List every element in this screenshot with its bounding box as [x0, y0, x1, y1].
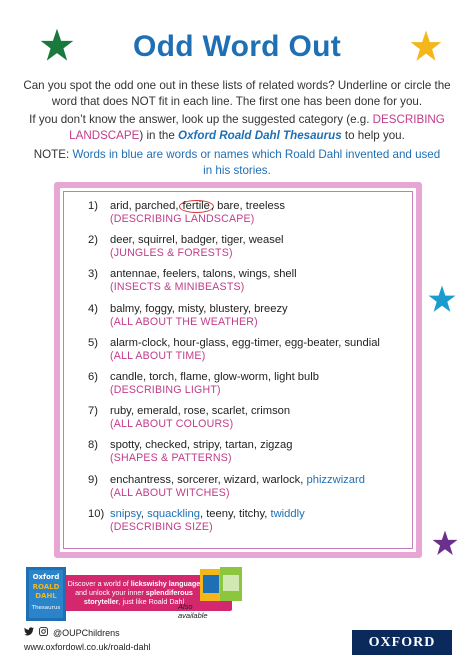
- word-separator: ,: [300, 473, 307, 486]
- word-separator: ,: [232, 507, 239, 520]
- word-group: [110, 404, 290, 418]
- intro-help-text: If you don’t know the answer, look up the suggested category (e.g.: [29, 113, 373, 126]
- word[interactable]: titchy: [238, 507, 265, 520]
- word-separator: ,: [242, 234, 249, 247]
- word-separator: ,: [203, 302, 210, 315]
- page-title: Odd Word Out: [132, 30, 341, 63]
- promo-text-bold: splendiferous storyteller: [83, 588, 193, 606]
- item-category: (SHAPES & PATTERNS): [110, 452, 232, 465]
- item-category: (ALL ABOUT THE WEATHER): [110, 315, 258, 328]
- word-group: [110, 302, 288, 316]
- word-separator: ,: [256, 473, 263, 486]
- word-separator: ,: [278, 336, 285, 349]
- word[interactable]: misty: [178, 302, 204, 315]
- word[interactable]: hour-glass: [173, 336, 226, 349]
- word-separator: ,: [140, 507, 148, 520]
- word-list-item: [88, 267, 408, 301]
- word[interactable]: balmy: [110, 302, 140, 315]
- item-category: (DESCRIBING LIGHT): [110, 383, 221, 396]
- word-separator: ,: [139, 439, 146, 452]
- word[interactable]: shell: [273, 268, 297, 281]
- item-number: 1): [88, 200, 98, 212]
- word[interactable]: snipsy: [110, 507, 141, 520]
- word[interactable]: treeless: [245, 200, 285, 212]
- word[interactable]: wings: [238, 268, 268, 281]
- word-separator: ,: [247, 302, 255, 315]
- word[interactable]: zigzag: [260, 439, 293, 452]
- social-handle[interactable]: @OUPChildrens: [53, 627, 120, 638]
- word[interactable]: warlock: [262, 473, 301, 486]
- website-link[interactable]: www.oxfordowl.co.uk/roald-dahl: [24, 642, 151, 652]
- word-separator: ,: [186, 439, 194, 452]
- word-separator: ,: [167, 336, 174, 349]
- oxford-logo: OXFORD: [352, 630, 452, 655]
- twitter-icon[interactable]: [24, 627, 34, 638]
- intro-help-text: ) in the: [139, 128, 179, 142]
- item-number: 4): [88, 302, 98, 315]
- word-separator: ,: [205, 405, 212, 418]
- word-separator: ,: [199, 507, 207, 520]
- word-list-item: [88, 473, 408, 507]
- word-separator: ,: [174, 370, 181, 383]
- note: [30, 147, 444, 178]
- intro-help-text: to help you.: [341, 128, 405, 142]
- thesaurus-cover: [26, 567, 66, 626]
- social-links: [24, 627, 120, 638]
- note-label: NOTE:: [33, 148, 73, 161]
- word[interactable]: wizard: [223, 473, 257, 486]
- word-group: [110, 507, 305, 521]
- other-book-cover-1: [200, 569, 222, 606]
- cover-word: ROALD: [32, 583, 60, 591]
- item-category: (INSECTS & MINIBEASTS): [110, 281, 245, 294]
- word-separator: ,: [264, 507, 271, 520]
- word-row: [88, 370, 408, 384]
- word[interactable]: parched: [134, 200, 176, 212]
- word-list-item: [88, 507, 408, 541]
- word[interactable]: twiddly: [270, 507, 305, 520]
- word-separator: ,: [244, 405, 251, 418]
- word[interactable]: deer: [110, 234, 132, 247]
- word[interactable]: teeny: [206, 507, 233, 520]
- word[interactable]: breezy: [254, 302, 288, 315]
- note-text: Words in blue are words or names which Roald Dahl invented and used in his stories.: [72, 148, 441, 177]
- word-separator: ,: [267, 370, 275, 383]
- word[interactable]: weasel: [248, 234, 284, 247]
- word-group: [110, 336, 380, 350]
- word[interactable]: badger: [180, 234, 216, 247]
- word[interactable]: tiger: [221, 234, 243, 247]
- word-row: [88, 507, 408, 521]
- thesaurus-title: Oxford Roald Dahl Thesaurus: [178, 128, 342, 142]
- word-separator: ,: [207, 370, 214, 383]
- word-separator: ,: [174, 234, 181, 247]
- word[interactable]: egg-beater: [284, 336, 339, 349]
- word[interactable]: crimson: [250, 405, 291, 418]
- word-row: [88, 404, 408, 418]
- word-group: [110, 473, 365, 487]
- word-row: [88, 438, 408, 452]
- promo-text: , just like Roald Dahl: [118, 597, 185, 606]
- word-separator: ,: [196, 268, 203, 281]
- word-group: [110, 199, 285, 213]
- word-separator: ,: [338, 336, 345, 349]
- word-separator: ,: [215, 234, 222, 247]
- other-book-cover-2: [220, 567, 242, 606]
- word-list: [88, 199, 408, 541]
- word[interactable]: rose: [183, 405, 206, 418]
- word[interactable]: emerald: [137, 405, 178, 418]
- word[interactable]: sorcerer: [177, 473, 218, 486]
- word[interactable]: phizzwizard: [306, 473, 365, 486]
- example-category: DESCRIBING LANDSCAPE: [69, 113, 445, 142]
- word-separator: ,: [267, 268, 274, 281]
- item-number: 9): [88, 473, 98, 486]
- word-separator: ,: [219, 439, 226, 452]
- word[interactable]: blustery: [209, 302, 248, 315]
- item-category: (DESCRIBING LANDSCAPE): [110, 213, 255, 225]
- word[interactable]: sundial: [344, 336, 380, 349]
- cover-word: DAHL: [35, 592, 57, 600]
- item-number: 7): [88, 405, 98, 418]
- word[interactable]: talons: [202, 268, 233, 281]
- word-separator: ,: [210, 200, 218, 212]
- word[interactable]: scarlet: [211, 405, 245, 418]
- item-category: (ALL ABOUT TIME): [110, 349, 206, 362]
- word-separator: ,: [177, 405, 184, 418]
- word-group: [110, 370, 319, 384]
- cover-word: Oxford: [32, 573, 60, 581]
- word-separator: ,: [142, 370, 150, 383]
- word-row: [88, 233, 408, 247]
- word-separator: ,: [139, 302, 146, 315]
- word[interactable]: stripy: [193, 439, 220, 452]
- intro-instructions: Can you spot the odd one out in these lists of related words? Underline or circle the word that does NOT fit in each line. The first one has been done for you.: [23, 79, 451, 108]
- word[interactable]: spotty: [110, 439, 140, 452]
- item-number: 8): [88, 439, 98, 452]
- item-category: (ALL ABOUT COLOURS): [110, 418, 234, 431]
- purple-star-icon: [432, 530, 458, 556]
- promo-text: and unlock your inner: [75, 588, 146, 597]
- instagram-icon[interactable]: [39, 627, 48, 638]
- word[interactable]: egg-timer: [231, 336, 279, 349]
- word-row: [88, 336, 408, 350]
- teal-star-icon: [428, 285, 456, 313]
- word[interactable]: enchantress: [110, 473, 171, 486]
- word-list-item: [88, 404, 408, 438]
- promo-text-bold: lickswishy language: [130, 579, 201, 588]
- word-row: [88, 302, 408, 316]
- word-separator: ,: [217, 473, 224, 486]
- item-number: 6): [88, 370, 98, 383]
- word[interactable]: checked: [145, 439, 187, 452]
- word[interactable]: foggy: [145, 302, 172, 315]
- word-group: [110, 438, 292, 452]
- word[interactable]: alarm-clock: [110, 336, 168, 349]
- word[interactable]: ruby: [110, 405, 131, 418]
- word[interactable]: arid: [110, 200, 129, 212]
- item-category: (JUNGLES & FORESTS): [110, 247, 233, 260]
- item-category: (ALL ABOUT WITCHES): [110, 486, 230, 499]
- word[interactable]: squackling: [147, 507, 200, 520]
- word-group: [110, 267, 297, 281]
- word-separator: ,: [170, 473, 178, 486]
- word-separator: ,: [175, 200, 182, 212]
- word[interactable]: light bulb: [274, 370, 319, 383]
- word[interactable]: antennae: [110, 268, 157, 281]
- word-list-item: [88, 336, 408, 370]
- word[interactable]: flame: [180, 370, 208, 383]
- word-separator: ,: [239, 200, 246, 212]
- word-separator: ,: [128, 200, 135, 212]
- word-group: [110, 233, 284, 247]
- word[interactable]: glow-worm: [213, 370, 268, 383]
- item-number: 10): [88, 507, 105, 520]
- word-row: [88, 199, 408, 213]
- word-separator: ,: [171, 302, 178, 315]
- word-row: [88, 473, 408, 487]
- item-category: (DESCRIBING SIZE): [110, 520, 213, 533]
- word[interactable]: torch: [149, 370, 175, 383]
- word-list-item: [88, 233, 408, 267]
- word-separator: ,: [225, 336, 232, 349]
- also-available-label: Also available: [178, 602, 208, 620]
- word-separator: ,: [131, 234, 138, 247]
- word-separator: ,: [156, 268, 163, 281]
- word-list-item: [88, 370, 408, 404]
- word-separator: ,: [232, 268, 239, 281]
- item-number: 5): [88, 336, 98, 349]
- item-number: 3): [88, 268, 98, 281]
- word[interactable]: squirrel: [138, 234, 175, 247]
- promo-text: Discover a world of: [67, 579, 131, 588]
- intro-help: [22, 112, 452, 143]
- word[interactable]: feelers: [162, 268, 197, 281]
- word-list-item: [88, 438, 408, 472]
- word-list-item: [88, 199, 408, 233]
- word-row: [88, 267, 408, 281]
- word[interactable]: tartan: [225, 439, 254, 452]
- word[interactable]: bare: [217, 200, 240, 212]
- circled-word[interactable]: fertile: [179, 200, 214, 213]
- item-number: 2): [88, 234, 98, 247]
- word[interactable]: candle: [110, 370, 143, 383]
- word-separator: ,: [253, 439, 261, 452]
- word-list-item: [88, 302, 408, 336]
- word-separator: ,: [130, 405, 138, 418]
- cover-word: Thesaurus: [31, 605, 61, 611]
